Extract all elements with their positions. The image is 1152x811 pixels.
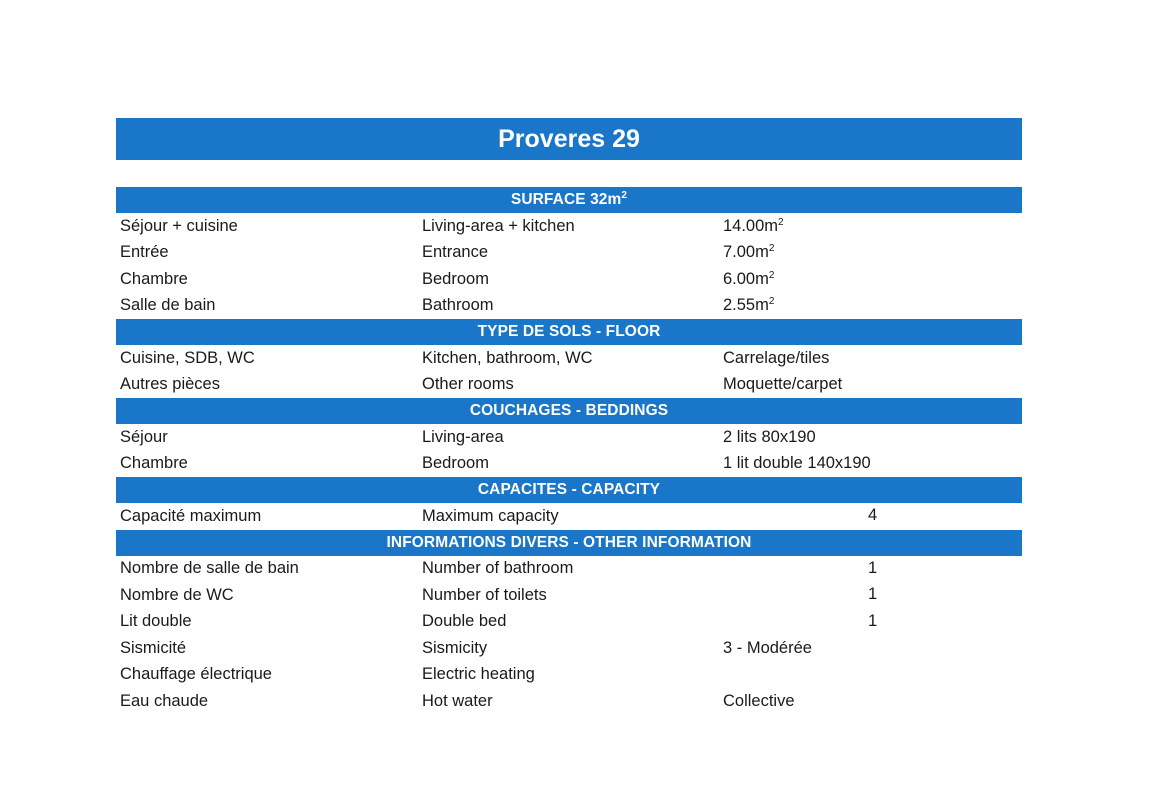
cell-value: $7.00m^2$ <box>723 243 775 262</box>
cell-value: $14.00m^2$ <box>723 216 784 235</box>
table-row <box>116 662 1022 689</box>
table-row <box>116 424 1022 451</box>
cell-fr: Entrée <box>120 243 169 262</box>
table-row <box>116 556 1022 583</box>
cell-value: $2.55m^2$ <box>723 296 775 315</box>
cell-fr: Cuisine, SDB, WC <box>120 348 255 367</box>
spacer <box>116 160 1022 187</box>
cell-fr: Lit double <box>120 612 192 631</box>
table-row <box>116 609 1022 636</box>
cell-en: Living-area + kitchen <box>422 216 575 235</box>
cell-value: 1 <box>868 611 878 630</box>
cell-value: Carrelage/tiles <box>723 348 830 367</box>
section-header-text: CAPACITES - CAPACITY <box>477 481 661 498</box>
cell-en: Other rooms <box>422 375 514 394</box>
cell-fr: Nombre de salle de bain <box>120 559 299 578</box>
section-header-text: COUCHAGES - BEDDINGS <box>469 402 669 419</box>
table-row <box>116 240 1022 267</box>
section-header-surface <box>116 187 1022 213</box>
table-row <box>116 345 1022 372</box>
section-header-floor <box>116 319 1022 345</box>
section-header-capacity <box>116 477 1022 503</box>
cell-en: Bedroom <box>422 269 489 288</box>
section-header-text: TYPE DE SOLS - FLOOR <box>477 323 661 340</box>
cell-en: Number of toilets <box>422 585 547 604</box>
cell-en: Number of bathroom <box>422 559 574 578</box>
cell-en: Sismicity <box>422 638 488 657</box>
cell-en: Maximum capacity <box>422 506 559 525</box>
cell-fr: Autres pièces <box>120 375 220 394</box>
cell-fr: Chambre <box>120 269 188 288</box>
table-row <box>116 293 1022 320</box>
cell-value: 1 lit double 140x190 <box>723 454 871 473</box>
table-row <box>116 372 1022 399</box>
cell-fr: Chambre <box>120 454 188 473</box>
cell-fr: Chauffage électrique <box>120 665 272 684</box>
cell-en: Double bed <box>422 612 507 631</box>
cell-value: Moquette/carpet <box>723 375 843 394</box>
cell-fr: Sismicité <box>120 638 187 657</box>
table-row <box>116 451 1022 478</box>
page-title <box>116 118 1022 160</box>
table-row <box>116 688 1022 715</box>
table-row <box>116 582 1022 609</box>
cell-en: Kitchen, bathroom, WC <box>422 348 593 367</box>
section-header-text: SURFACE $32m^2$ <box>510 190 628 208</box>
cell-fr: Capacité maximum <box>120 506 262 525</box>
cell-fr: Eau chaude <box>120 691 209 710</box>
cell-en: Hot water <box>422 691 493 710</box>
section-header-text: INFORMATIONS DIVERS - OTHER INFORMATION <box>386 533 752 551</box>
table-row <box>116 266 1022 293</box>
cell-en: Bedroom <box>422 454 489 473</box>
cell-value: 3 - Modérée <box>723 638 812 657</box>
section-header-beddings <box>116 398 1022 424</box>
cell-en: Electric heating <box>422 665 535 684</box>
cell-fr: Séjour <box>120 427 168 446</box>
table-row <box>116 635 1022 662</box>
cell-value: 1 <box>868 558 878 577</box>
cell-value: 2 lits 80x190 <box>723 427 816 446</box>
cell-value: Collective <box>723 691 795 710</box>
table-row <box>116 503 1022 530</box>
table-row <box>116 213 1022 240</box>
cell-value: $6.00m^2$ <box>723 269 775 288</box>
cell-en: Living-area <box>422 427 504 446</box>
section-header-other <box>116 530 1022 556</box>
title-text: Proveres 29 <box>498 124 640 153</box>
cell-fr: Séjour + cuisine <box>120 216 238 235</box>
property-sheet <box>116 118 1022 715</box>
cell-fr: Nombre de WC <box>120 585 234 604</box>
cell-value: 1 <box>868 585 878 604</box>
cell-en: Bathroom <box>422 296 494 315</box>
cell-value: 4 <box>868 506 878 525</box>
cell-fr: Salle de bain <box>120 296 216 315</box>
cell-en: Entrance <box>422 243 489 262</box>
